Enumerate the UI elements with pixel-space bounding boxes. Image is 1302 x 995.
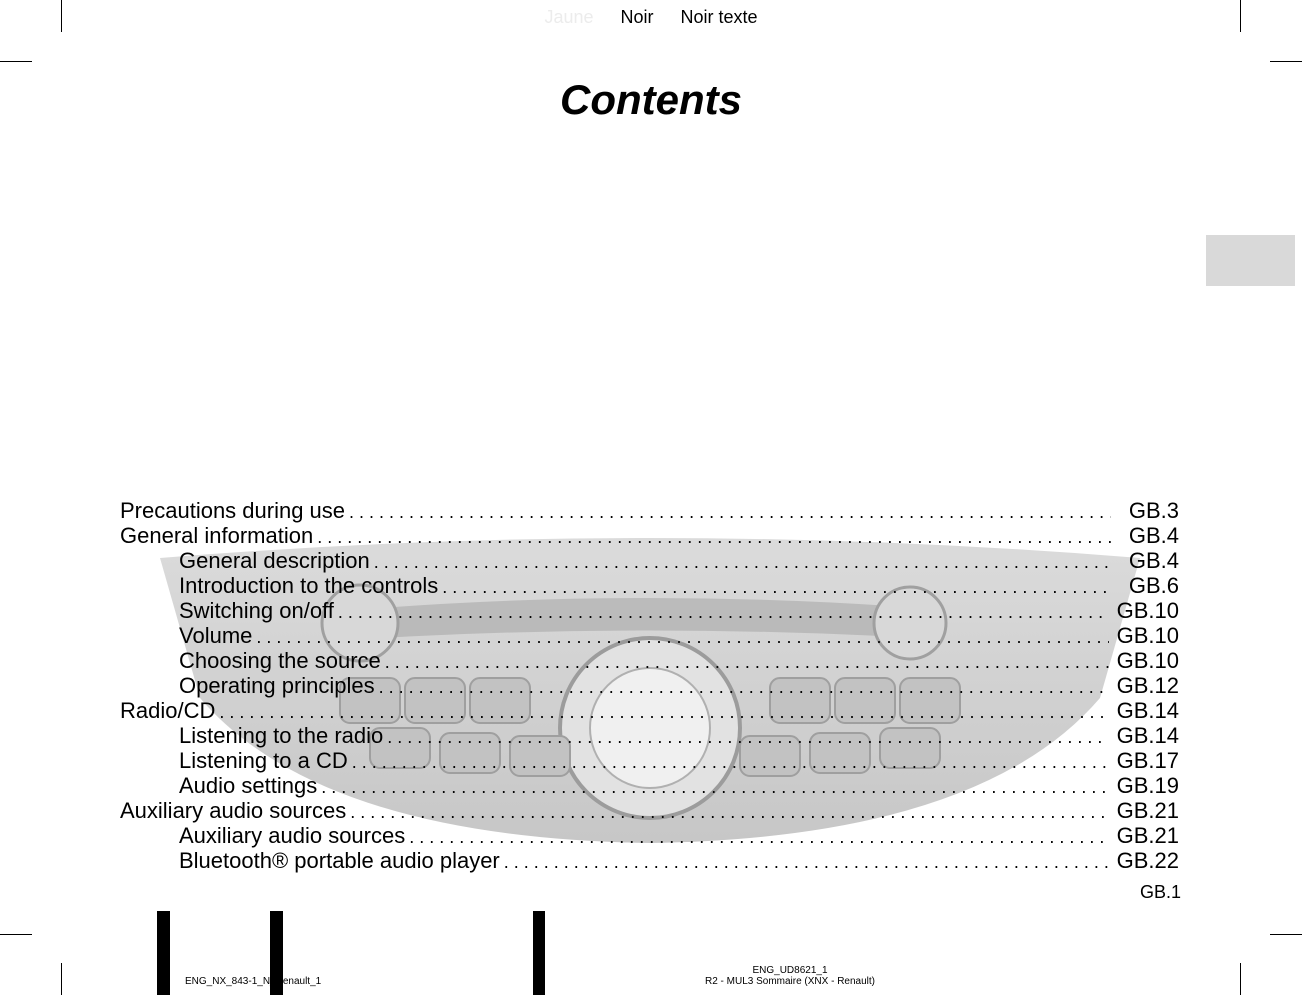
toc-entry[interactable] (120, 823, 1179, 848)
page-number: GB.1 (1139, 882, 1181, 902)
leader-dots (350, 800, 1108, 825)
toc-entry-page: GB.10 (1116, 598, 1179, 623)
toc-entry[interactable] (120, 773, 1179, 798)
toc-entry-page: GB.10 (1116, 623, 1179, 648)
toc-entry-label: Auxiliary audio sources (179, 823, 406, 848)
crop-mark (0, 61, 32, 62)
crop-mark (1240, 963, 1241, 995)
toc-entry-label: Audio settings (179, 773, 318, 798)
toc-entry[interactable] (120, 673, 1179, 698)
toc-entry[interactable] (120, 498, 1179, 523)
footer-center-line1: ENG_UD8621_1 (752, 965, 828, 976)
toc-entry-label: Precautions during use (120, 498, 346, 523)
toc-entry-label: General information (120, 523, 314, 548)
table-of-contents (120, 498, 1179, 873)
leader-dots (317, 525, 1111, 550)
leader-dots (321, 775, 1108, 800)
separation-jaune: Jaune (544, 7, 594, 27)
toc-entry-page: GB.17 (1116, 748, 1179, 773)
leader-dots (385, 650, 1109, 675)
toc-entry-page: GB.6 (1128, 573, 1179, 598)
crop-mark (61, 0, 62, 32)
toc-entry[interactable] (120, 648, 1179, 673)
leader-dots (219, 700, 1108, 725)
leader-dots (409, 825, 1108, 850)
toc-entry-page: GB.14 (1116, 698, 1179, 723)
leader-dots (379, 675, 1109, 700)
toc-entry-label: Operating principles (179, 673, 375, 698)
leader-dots (442, 575, 1111, 600)
toc-entry[interactable] (120, 548, 1179, 573)
toc-entry-label: Switching on/off (179, 598, 334, 623)
crop-mark (1270, 934, 1302, 935)
toc-entry[interactable] (120, 598, 1179, 623)
toc-entry[interactable] (120, 698, 1179, 723)
leader-dots (338, 600, 1109, 625)
section-tab (1206, 235, 1295, 286)
toc-entry-label: Volume (179, 623, 253, 648)
toc-entry-label: Bluetooth® portable audio player (179, 848, 500, 873)
leader-dots (504, 850, 1109, 875)
footer-center-code (690, 965, 890, 987)
toc-entry[interactable] (120, 573, 1179, 598)
toc-entry-page: GB.12 (1116, 673, 1179, 698)
toc-entry-page: GB.3 (1128, 498, 1179, 523)
color-separation-labels (0, 7, 1302, 28)
page-title: Contents (560, 76, 742, 123)
leader-dots (387, 725, 1108, 750)
toc-entry-page: GB.4 (1128, 523, 1179, 548)
registration-bar (533, 911, 545, 995)
separation-noir-texte: Noir texte (680, 7, 758, 27)
footer-center-line2: R2 - MUL3 Sommaire (XNX - Renault) (704, 976, 876, 987)
toc-entry-label: Listening to a CD (179, 748, 348, 773)
leader-dots (374, 550, 1111, 575)
crop-mark (1270, 61, 1302, 62)
footer-left-code: ENG_NX_843-1_N_Renault_1 (185, 976, 322, 987)
toc-entry-page: GB.22 (1116, 848, 1179, 873)
toc-entry-page: GB.21 (1116, 823, 1179, 848)
toc-entry-page: GB.10 (1116, 648, 1179, 673)
crop-mark (1240, 0, 1241, 32)
toc-entry-label: Auxiliary audio sources (120, 798, 347, 823)
toc-entry-label: Introduction to the controls (179, 573, 439, 598)
toc-entry-page: GB.14 (1116, 723, 1179, 748)
toc-entry[interactable] (120, 848, 1179, 873)
toc-entry-page: GB.19 (1116, 773, 1179, 798)
leader-dots (352, 750, 1109, 775)
toc-entry-label: General description (179, 548, 370, 573)
toc-entry-page: GB.21 (1116, 798, 1179, 823)
separation-noir: Noir (620, 7, 654, 27)
toc-entry-page: GB.4 (1128, 548, 1179, 573)
registration-bar (157, 911, 170, 995)
toc-entry-label: Choosing the source (179, 648, 381, 673)
crop-mark (0, 934, 32, 935)
toc-entry[interactable] (120, 523, 1179, 548)
toc-entry[interactable] (120, 748, 1179, 773)
toc-entry-label: Listening to the radio (179, 723, 384, 748)
leader-dots (349, 500, 1111, 525)
toc-entry[interactable] (120, 723, 1179, 748)
toc-entry-label: Radio/CD (120, 698, 216, 723)
crop-mark (61, 963, 62, 995)
leader-dots (256, 625, 1108, 650)
toc-entry[interactable] (120, 623, 1179, 648)
toc-entry[interactable] (120, 798, 1179, 823)
